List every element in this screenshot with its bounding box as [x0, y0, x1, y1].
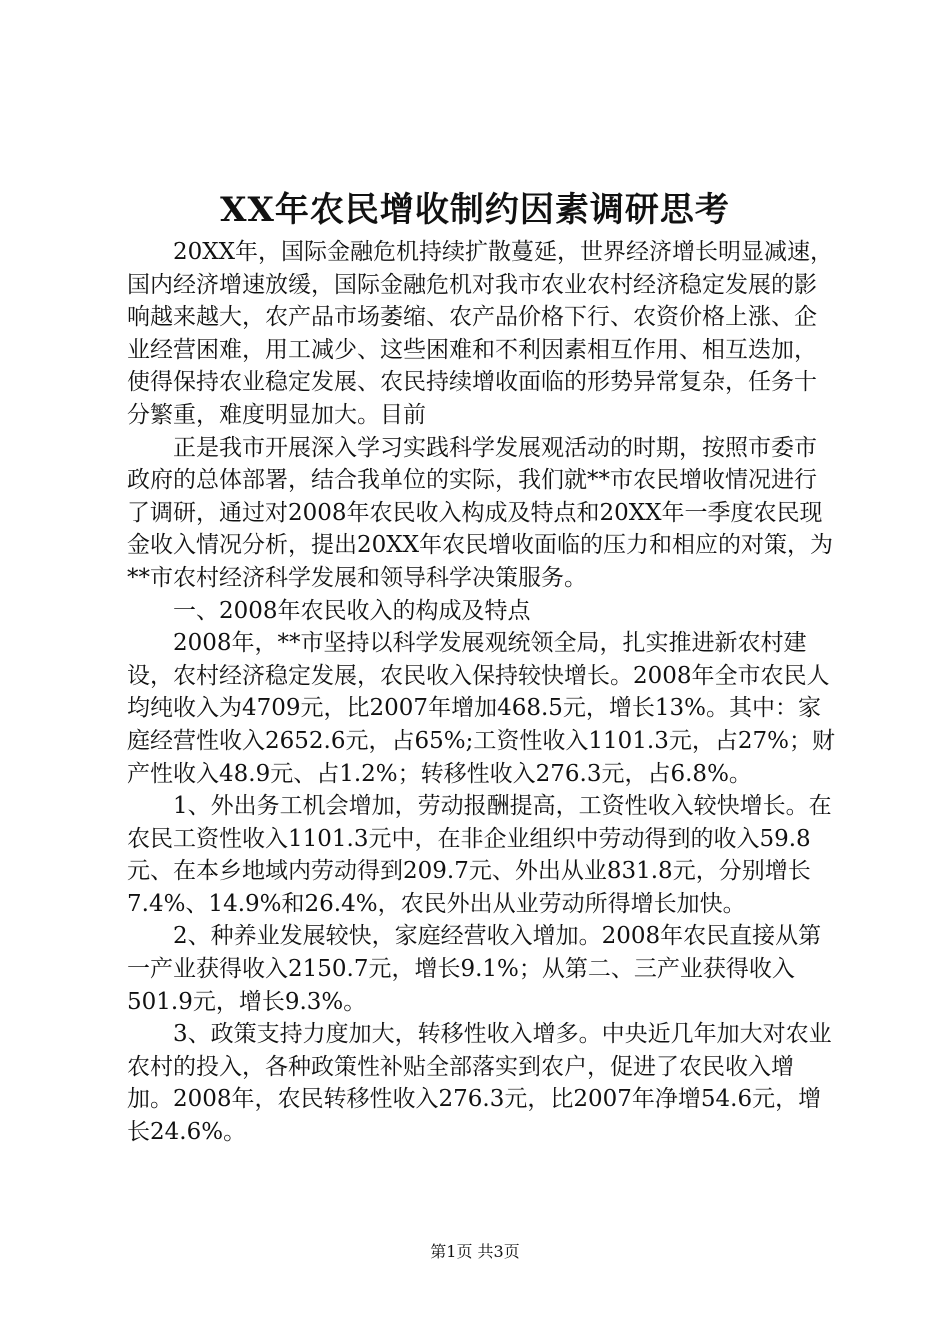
document-title: XX年农民增收制约因素调研思考 [220, 190, 730, 230]
page-number: 第1页 共3页 [430, 1242, 520, 1261]
section-heading-1: 一、2008年农民收入的构成及特点 [173, 597, 531, 624]
paragraph-household-income: 2、种养业发展较快，家庭经营收入增加。2008年农民直接从第一产业获得收入2150.7元，增长9.1%；从第二、三产业获得收入501.9元，增长9.3%。 [127, 923, 822, 1015]
paragraph-intro: 20XX年，国际金融危机持续扩散蔓延，世界经济增长明显减速，国内经济增速放缓，国际金融危机对我市农业农村经济稳定发展的影响越来越大，农产品市场萎缩、农产品价格下行、农资价格上涨、企业经营困难，用工减少、这些困难和不利因素相互作用、相互迭加，使得保持农业稳定发展、农民持续增收面临的形势异常复杂，任务十分繁重，难度明显加大。目前 [127, 239, 834, 428]
document-body [127, 236, 837, 1149]
paragraph-wage-income: 1、外出务工机会增加，劳动报酬提高，工资性收入较快增长。在农民工资性收入1101.3元中，在非企业组织中劳动得到的收入59.8元、在本乡地域内劳动得到209.7元、外出从业831.8元，分别增长7.4%、14.9%和26.4%，农民外出从业劳动所得增长加快。 [127, 793, 832, 917]
paragraph-survey-purpose: 正是我市开展深入学习实践科学发展观活动的时期，按照市委市政府的总体部署，结合我单位的实际，我们就**市农民增收情况进行了调研，通过对2008年农民收入构成及特点和20XX年一季度农民现金收入情况分析，提出20XX年农民增收面临的压力和相应的对策，为**市农村经济科学发展和领导科学决策服务。 [127, 434, 834, 591]
paragraph-2008-income: 2008年，**市坚持以科学发展观统领全局，扎实推进新农村建设，农村经济稳定发展，农民收入保持较快增长。2008年全市农民人均纯收入为4709元，比2007年增加468.5元，增长13%。其中：家庭经营性收入2652.6元，占65%;工资性收入1101.3元，占27%；财产性收入48.9元、占1.2%；转移性收入276.3元，占6.8%。 [127, 630, 835, 787]
paragraph-transfer-income: 3、政策支持力度加大，转移性收入增多。中央近几年加大对农业农村的投入，各种政策性补贴全部落实到农户，促进了农民收入增加。2008年，农民转移性收入276.3元，比2007年净增54.6元，增长24.6%。 [127, 1021, 832, 1146]
